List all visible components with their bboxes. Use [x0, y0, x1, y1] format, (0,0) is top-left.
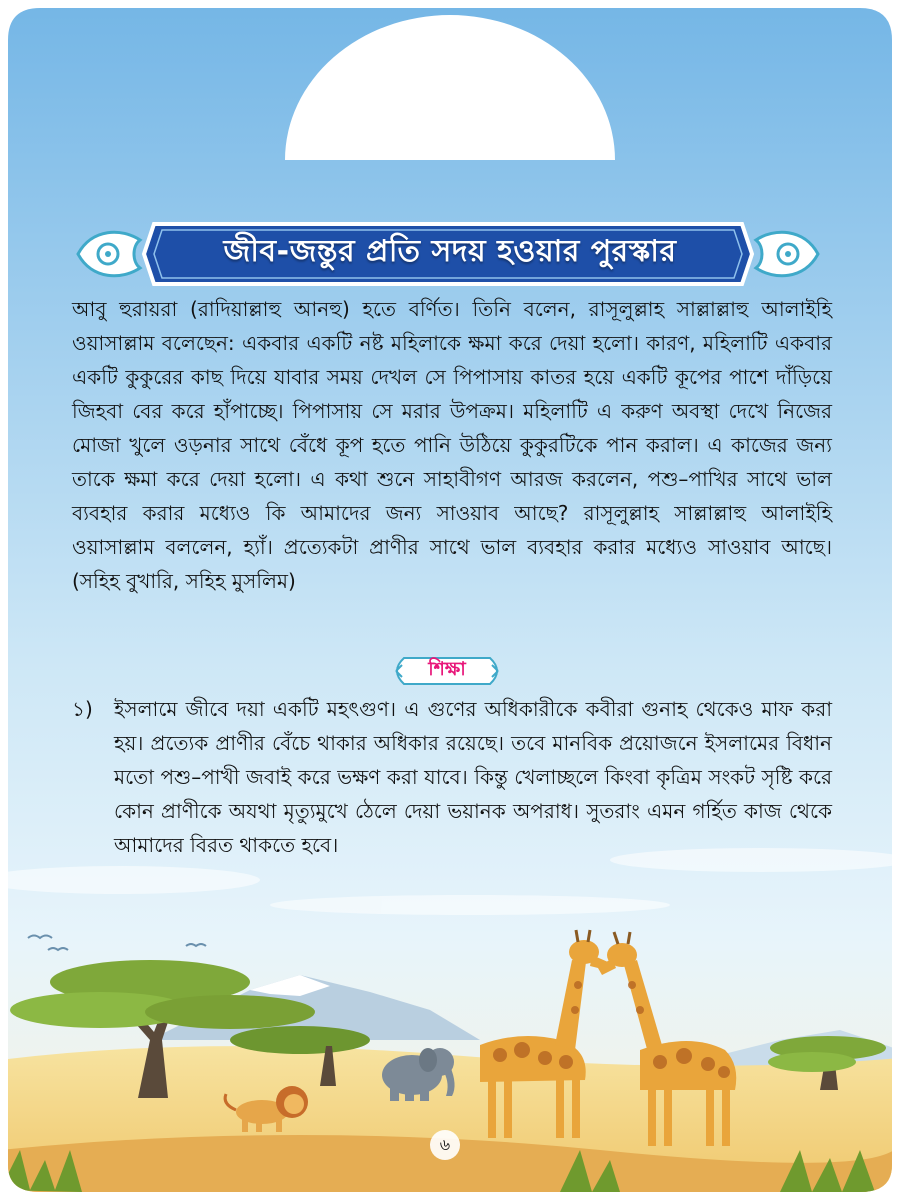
- lesson-heading: শিক্ষা: [428, 658, 466, 680]
- lesson-number: ১): [72, 697, 93, 721]
- lesson-text: ইসলামে জীবে দয়া একটি মহৎগুণ। এ গুণের অধিকারীকে কবীরা গুনাহ থেকেও মাফ করা হয়। প্রত্যেক প্রাণীর বেঁচে থাকার অধিকার রয়েছে। তবে মানবিক প্রয়োজনে ইসলামের বিধান মতো পশু–পাখী জবাই করে ভক্ষণ করা যাবে। কিন্তু খেলাচ্ছলে কিংবা কৃত্রিম সংকট সৃষ্টি করে কোন প্রাণীকে অযথা মৃত্যুমুখে ঠেলে দেয়া ভয়ানক অপরাধ। সুতরাং এমন গর্হিত কাজ থেকে আমাদের বিরত থাকতে হবে।: [114, 697, 832, 857]
- right-ornament-icon: [756, 232, 818, 275]
- page-title: জীব-জন্তুর প্রতি সদয় হওয়ার পুরস্কার: [223, 233, 677, 269]
- left-ornament-icon: [78, 232, 140, 275]
- lesson-list-item: [72, 692, 832, 862]
- story-paragraph: আবু হুরায়রা (রাদিয়াল্লাহু আনহু) হতে বর্ণিত। তিনি বলেন, রাসূলুল্লাহ সাল্লাল্লাহু আলাইহি ওয়াসাল্লাম বলেছেন: একবার একটি নষ্ট মহিলাকে ক্ষমা করে দেয়া হলো। কারণ, মহিলাটি একবার একটি কুকুরের কাছ দিয়ে যাবার সময় দেখল সে পিপাসায় কাতর হয়ে একটি কূপের পাশে দাঁড়িয়ে জিহবা বের করে হাঁপাচ্ছে। পিপাসায় সে মরার উপক্রম। মহিলাটি এ করুণ অবস্থা দেখে নিজের মোজা খুলে ওড়নার সাথে বেঁধে কূপ হতে পানি উঠিয়ে কুকুরটিকে পান করাল। এ কাজের জন্য তাকে ক্ষমা করে দেয়া হলো। এ কথা শুনে সাহাবীগণ আরজ করলেন, পশু–পাখির সাথে ভাল ব্যবহার করার মধ্যেও কি আমাদের জন্য সাওয়াব আছে? রাসূলুল্লাহ সাল্লাল্লাহু আলাইহি ওয়াসাল্লাম বললেন, হ্যাঁ। প্রত্যেকটা প্রাণীর সাথে ভাল ব্যবহার করার মধ্যেও সাওয়াব আছে। (সহিহ বুখারি, সহিহ মুসলিম): [72, 297, 832, 593]
- page-number: ৬: [430, 1130, 460, 1160]
